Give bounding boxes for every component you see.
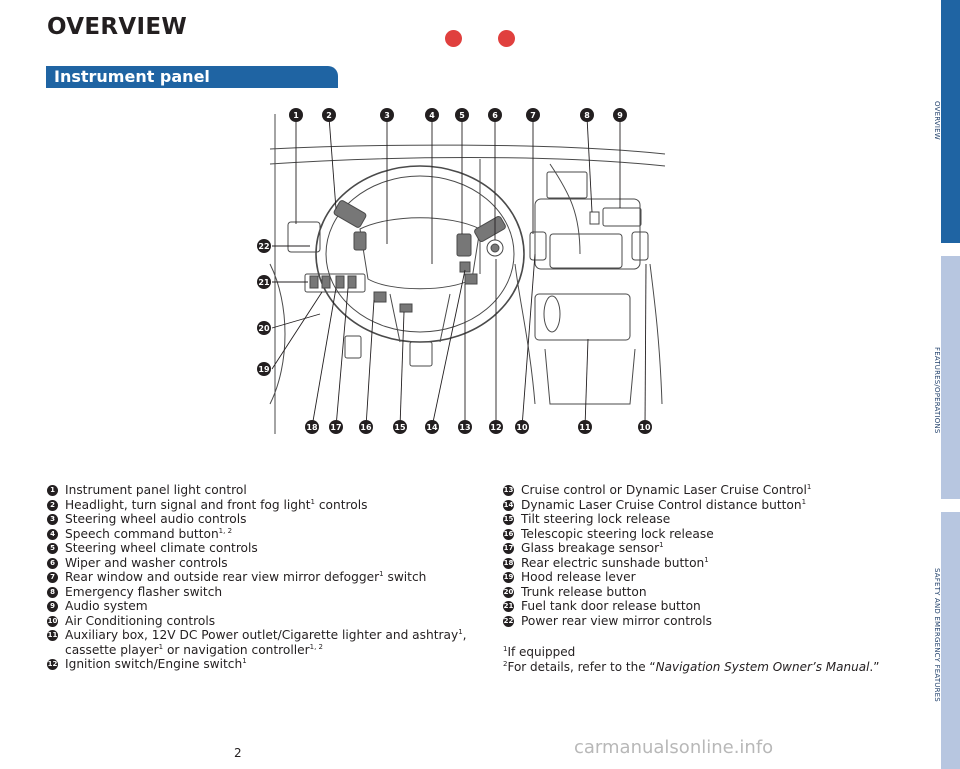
svg-text:10: 10 — [639, 423, 651, 432]
diagram-callout — [257, 275, 271, 289]
legend-item: 14 Dynamic Laser Cruise Control distance button$^1$ — [503, 497, 807, 512]
diagram-callout — [580, 108, 594, 122]
callout-number-badge: 5 — [47, 543, 58, 554]
page-title: OVERVIEW — [47, 14, 187, 40]
callout-number-badge: 13 — [503, 486, 514, 494]
callout-number-badge: 16 — [503, 529, 514, 538]
legend-item: 20 Trunk release button — [503, 584, 647, 599]
legend-left-column — [47, 483, 467, 672]
section-banner — [46, 66, 338, 88]
legend-item: 16 Telescopic steering lock release — [503, 526, 714, 541]
diagram-callout — [329, 420, 343, 434]
svg-text:3: 3 — [384, 111, 390, 120]
callout-number-badge: 2 — [47, 500, 58, 511]
callout-number-badge: 15 — [503, 515, 514, 523]
svg-text:16: 16 — [360, 423, 372, 432]
legend-item: 7 Rear window and outside rear view mirror defogger$^1$ switch — [47, 570, 467, 585]
red-dot-marker — [498, 30, 515, 47]
svg-text:13: 13 — [459, 423, 471, 432]
svg-text:15: 15 — [394, 423, 406, 432]
svg-text:7: 7 — [530, 111, 536, 120]
svg-text:9: 9 — [617, 111, 623, 120]
diagram-callout — [425, 420, 439, 434]
diagram-callout — [526, 108, 540, 122]
callout-number-badge: 4 — [47, 529, 58, 540]
legend-item: 9 Audio system — [47, 599, 467, 614]
diagram-callout — [515, 420, 529, 434]
svg-text:19: 19 — [258, 365, 270, 374]
legend-item: 10 Air Conditioning controls — [47, 613, 216, 628]
callout-number-badge: 12 — [47, 660, 58, 668]
red-dot-marker — [445, 30, 462, 47]
callout-number-badge: 14 — [503, 500, 514, 509]
legend-item: 8 Emergency flasher switch — [47, 585, 467, 600]
diagram-callout — [359, 420, 373, 434]
diagram-callout — [455, 108, 469, 122]
callout-number-badge: 11 — [47, 631, 58, 639]
svg-text:21: 21 — [258, 278, 270, 287]
svg-text:14: 14 — [426, 423, 438, 432]
legend-item: 6 Wiper and washer controls — [47, 556, 467, 571]
svg-text:4: 4 — [429, 111, 435, 120]
footnote-1: $^1$If equipped — [503, 645, 576, 659]
diagram-callout — [613, 108, 627, 122]
callout-number-badge: 18 — [503, 558, 514, 567]
legend-item: 21 Fuel tank door release button — [503, 599, 701, 613]
footnotes — [503, 645, 879, 675]
legend-item: 22 Power rear view mirror controls — [503, 613, 712, 628]
svg-text:5: 5 — [459, 111, 465, 120]
callout-number-badge: 8 — [47, 587, 58, 598]
watermark: carmanualsonline.info — [574, 737, 774, 758]
sidebar-label-overview: OVERVIEW — [933, 100, 941, 140]
legend-right-column — [503, 483, 903, 628]
legend-item: cassette player$^1$ or navigation controller$^{1, 2}$ — [65, 642, 324, 657]
legend-item: 17 Glass breakage sensor$^1$ — [503, 541, 664, 555]
callout-number-badge: 22 — [503, 616, 514, 625]
sidebar-label-features: FEATURES/OPERATIONS — [933, 346, 941, 434]
legend-item: 12 Ignition switch/Engine switch$^1$ — [47, 657, 247, 671]
legend-item: 2 Headlight, turn signal and front fog light$^1$ controls — [47, 498, 467, 513]
callout-number-badge: 6 — [47, 558, 58, 569]
svg-text:12: 12 — [490, 423, 502, 432]
diagram-callout — [305, 420, 319, 434]
callout-number-badge: 20 — [503, 587, 514, 596]
legend-item: 18 Rear electric sunshade button$^1$ — [503, 555, 709, 570]
callout-number-badge: 10 — [47, 616, 58, 625]
diagram-callout — [393, 420, 407, 434]
diagram-callout — [425, 108, 439, 122]
legend-item: 4 Speech command button$^{1, 2}$ — [47, 527, 467, 542]
callout-number-badge: 9 — [47, 601, 58, 612]
diagram-callout — [578, 420, 592, 434]
diagram-callout — [257, 321, 271, 335]
legend-item: 5 Steering wheel climate controls — [47, 541, 467, 556]
svg-text:8: 8 — [584, 111, 590, 120]
callout-number-badge: 1 — [47, 485, 58, 496]
instrument-panel-diagram — [250, 104, 670, 442]
legend-item: 1 Instrument panel light control — [47, 483, 467, 498]
svg-text:11: 11 — [579, 423, 591, 432]
legend-item: 13 Cruise control or Dynamic Laser Cruise Control$^1$ — [503, 483, 812, 497]
diagram-callout — [458, 420, 472, 434]
svg-text:22: 22 — [258, 242, 270, 251]
callout-number-badge: 19 — [503, 573, 514, 581]
svg-text:2: 2 — [326, 111, 332, 120]
section-banner-label: Instrument panel — [54, 67, 210, 86]
svg-text:1: 1 — [293, 111, 299, 120]
callout-number-badge: 17 — [503, 544, 514, 552]
svg-text:20: 20 — [258, 324, 270, 333]
footnote-2: $^2$For details, refer to the “Navigation System Owner’s Manual.” — [503, 660, 880, 674]
legend-item: 15 Tilt steering lock release — [503, 512, 671, 526]
diagram-callout — [489, 420, 503, 434]
page-number: 2 — [234, 746, 242, 760]
callout-number-badge: 3 — [47, 514, 58, 525]
svg-text:10: 10 — [516, 423, 528, 432]
legend-item: 3 Steering wheel audio controls — [47, 512, 467, 527]
sidebar-label-safety: SAFETY AND EMERGENCY FEATURES — [933, 568, 941, 702]
callout-number-badge: 7 — [47, 572, 58, 583]
diagram-callout — [322, 108, 336, 122]
legend-item: 11 Auxiliary box, 12V DC Power outlet/Cigarette lighter and ashtray$^1$, — [47, 628, 467, 642]
diagram-callout — [257, 362, 271, 376]
callout-number-badge: 21 — [503, 602, 514, 610]
legend-item: 19 Hood release lever — [503, 570, 636, 584]
diagram-callout — [380, 108, 394, 122]
diagram-callout — [638, 420, 652, 434]
svg-text:17: 17 — [330, 423, 342, 432]
diagram-callout — [257, 239, 271, 253]
diagram-callout — [488, 108, 502, 122]
diagram-callout — [289, 108, 303, 122]
svg-text:18: 18 — [306, 423, 318, 432]
svg-text:6: 6 — [492, 111, 498, 120]
